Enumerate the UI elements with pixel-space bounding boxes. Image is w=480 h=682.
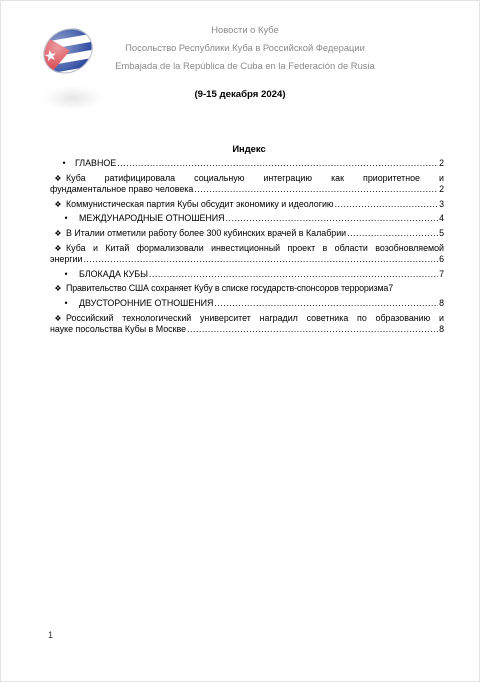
toc-page-number: 2 (439, 184, 444, 195)
toc-entry[interactable] (50, 269, 444, 281)
toc-entry-text: Правительство США сохраняет Кубу в списке государств-спонсоров терроризма (66, 283, 389, 294)
bullet-diamond-icon: ❖ (54, 199, 62, 209)
cuban-flag-logo (40, 26, 96, 76)
toc-page-number: 8 (439, 297, 444, 308)
bullet-diamond-icon: ❖ (54, 228, 62, 238)
toc-entry-text-cont: энергии (50, 254, 83, 265)
toc-entry-text: ГЛАВНОЕ (75, 158, 117, 168)
bullet-diamond-icon: ❖ (54, 173, 62, 183)
toc-entry[interactable] (50, 228, 444, 240)
dot-leader (149, 269, 438, 281)
toc-page-number: 6 (439, 254, 444, 265)
bullet-diamond-icon: ❖ (54, 284, 62, 294)
toc-entry[interactable] (50, 298, 444, 310)
toc-page-number: 7 (439, 268, 444, 279)
bullet-diamond-icon: ❖ (54, 313, 62, 323)
bullet-dot-icon: • (64, 297, 68, 308)
toc-page-number: 2 (439, 158, 444, 168)
toc-page-number: 3 (439, 198, 444, 209)
dot-leader (226, 213, 438, 225)
header-embassy-ru: Посольство Республики Куба в Российской Федерации (125, 42, 365, 53)
dot-leader (187, 324, 438, 336)
toc-entry-text: БЛОКАДА КУБЫ (79, 268, 148, 279)
toc-entry-text: МЕЖДУНАРОДНЫЕ ОТНОШЕНИЯ (79, 213, 225, 224)
toc-entry-text: Российский технологический университет наградил советника по образованию и (66, 312, 444, 323)
bullet-dot-icon: • (62, 158, 66, 168)
toc-entry[interactable] (50, 213, 444, 225)
header-title: Новости о Кубе (211, 24, 279, 35)
toc-entry-text: ДВУСТОРОННИЕ ОТНОШЕНИЯ (79, 297, 214, 308)
toc-page-number: 7 (388, 283, 394, 294)
toc-entry[interactable] (50, 313, 444, 336)
toc-page-number: 5 (439, 227, 444, 238)
dot-leader (83, 254, 438, 266)
dot-leader (194, 184, 438, 196)
toc-entry-text: Куба ратифицировала социальную интеграцию как приоритетное и (66, 172, 444, 183)
dot-leader (347, 228, 438, 240)
toc-page-number: 4 (439, 213, 444, 224)
toc-entry[interactable] (50, 173, 444, 196)
toc-entry-text: Куба и Китай формализовали инвестиционный проект в области возобновляемой (66, 242, 444, 253)
bullet-dot-icon: • (64, 268, 68, 279)
toc-entry[interactable] (50, 199, 444, 211)
table-of-contents (50, 158, 444, 336)
toc-entry-text-cont: науке посольства Кубы в Москве (50, 324, 187, 335)
bullet-diamond-icon: ❖ (54, 243, 62, 253)
dot-leader (117, 158, 438, 170)
toc-entry[interactable] (50, 243, 444, 266)
toc-title: Индекс (232, 143, 266, 154)
bullet-dot-icon: • (64, 213, 68, 224)
footer-page-number: 1 (48, 630, 54, 640)
toc-entry-text-cont: фундаментальное право человека (50, 184, 194, 195)
dot-leader (335, 199, 439, 211)
dot-leader (214, 298, 438, 310)
toc-entry-text: Коммунистическая партия Кубы обсудит экономику и идеологию (66, 198, 334, 209)
toc-page-number: 8 (439, 324, 444, 335)
date-range: (9-15 декабря 2024) (194, 89, 286, 100)
toc-entry[interactable] (50, 158, 444, 170)
toc-entry-text: В Италии отметили работу более 300 кубинских врачей в Калабрии (66, 227, 347, 238)
toc-entry[interactable] (50, 283, 444, 295)
header-embassy-es: Embajada de la República de Cuba en la Federación de Rusia (115, 60, 375, 71)
